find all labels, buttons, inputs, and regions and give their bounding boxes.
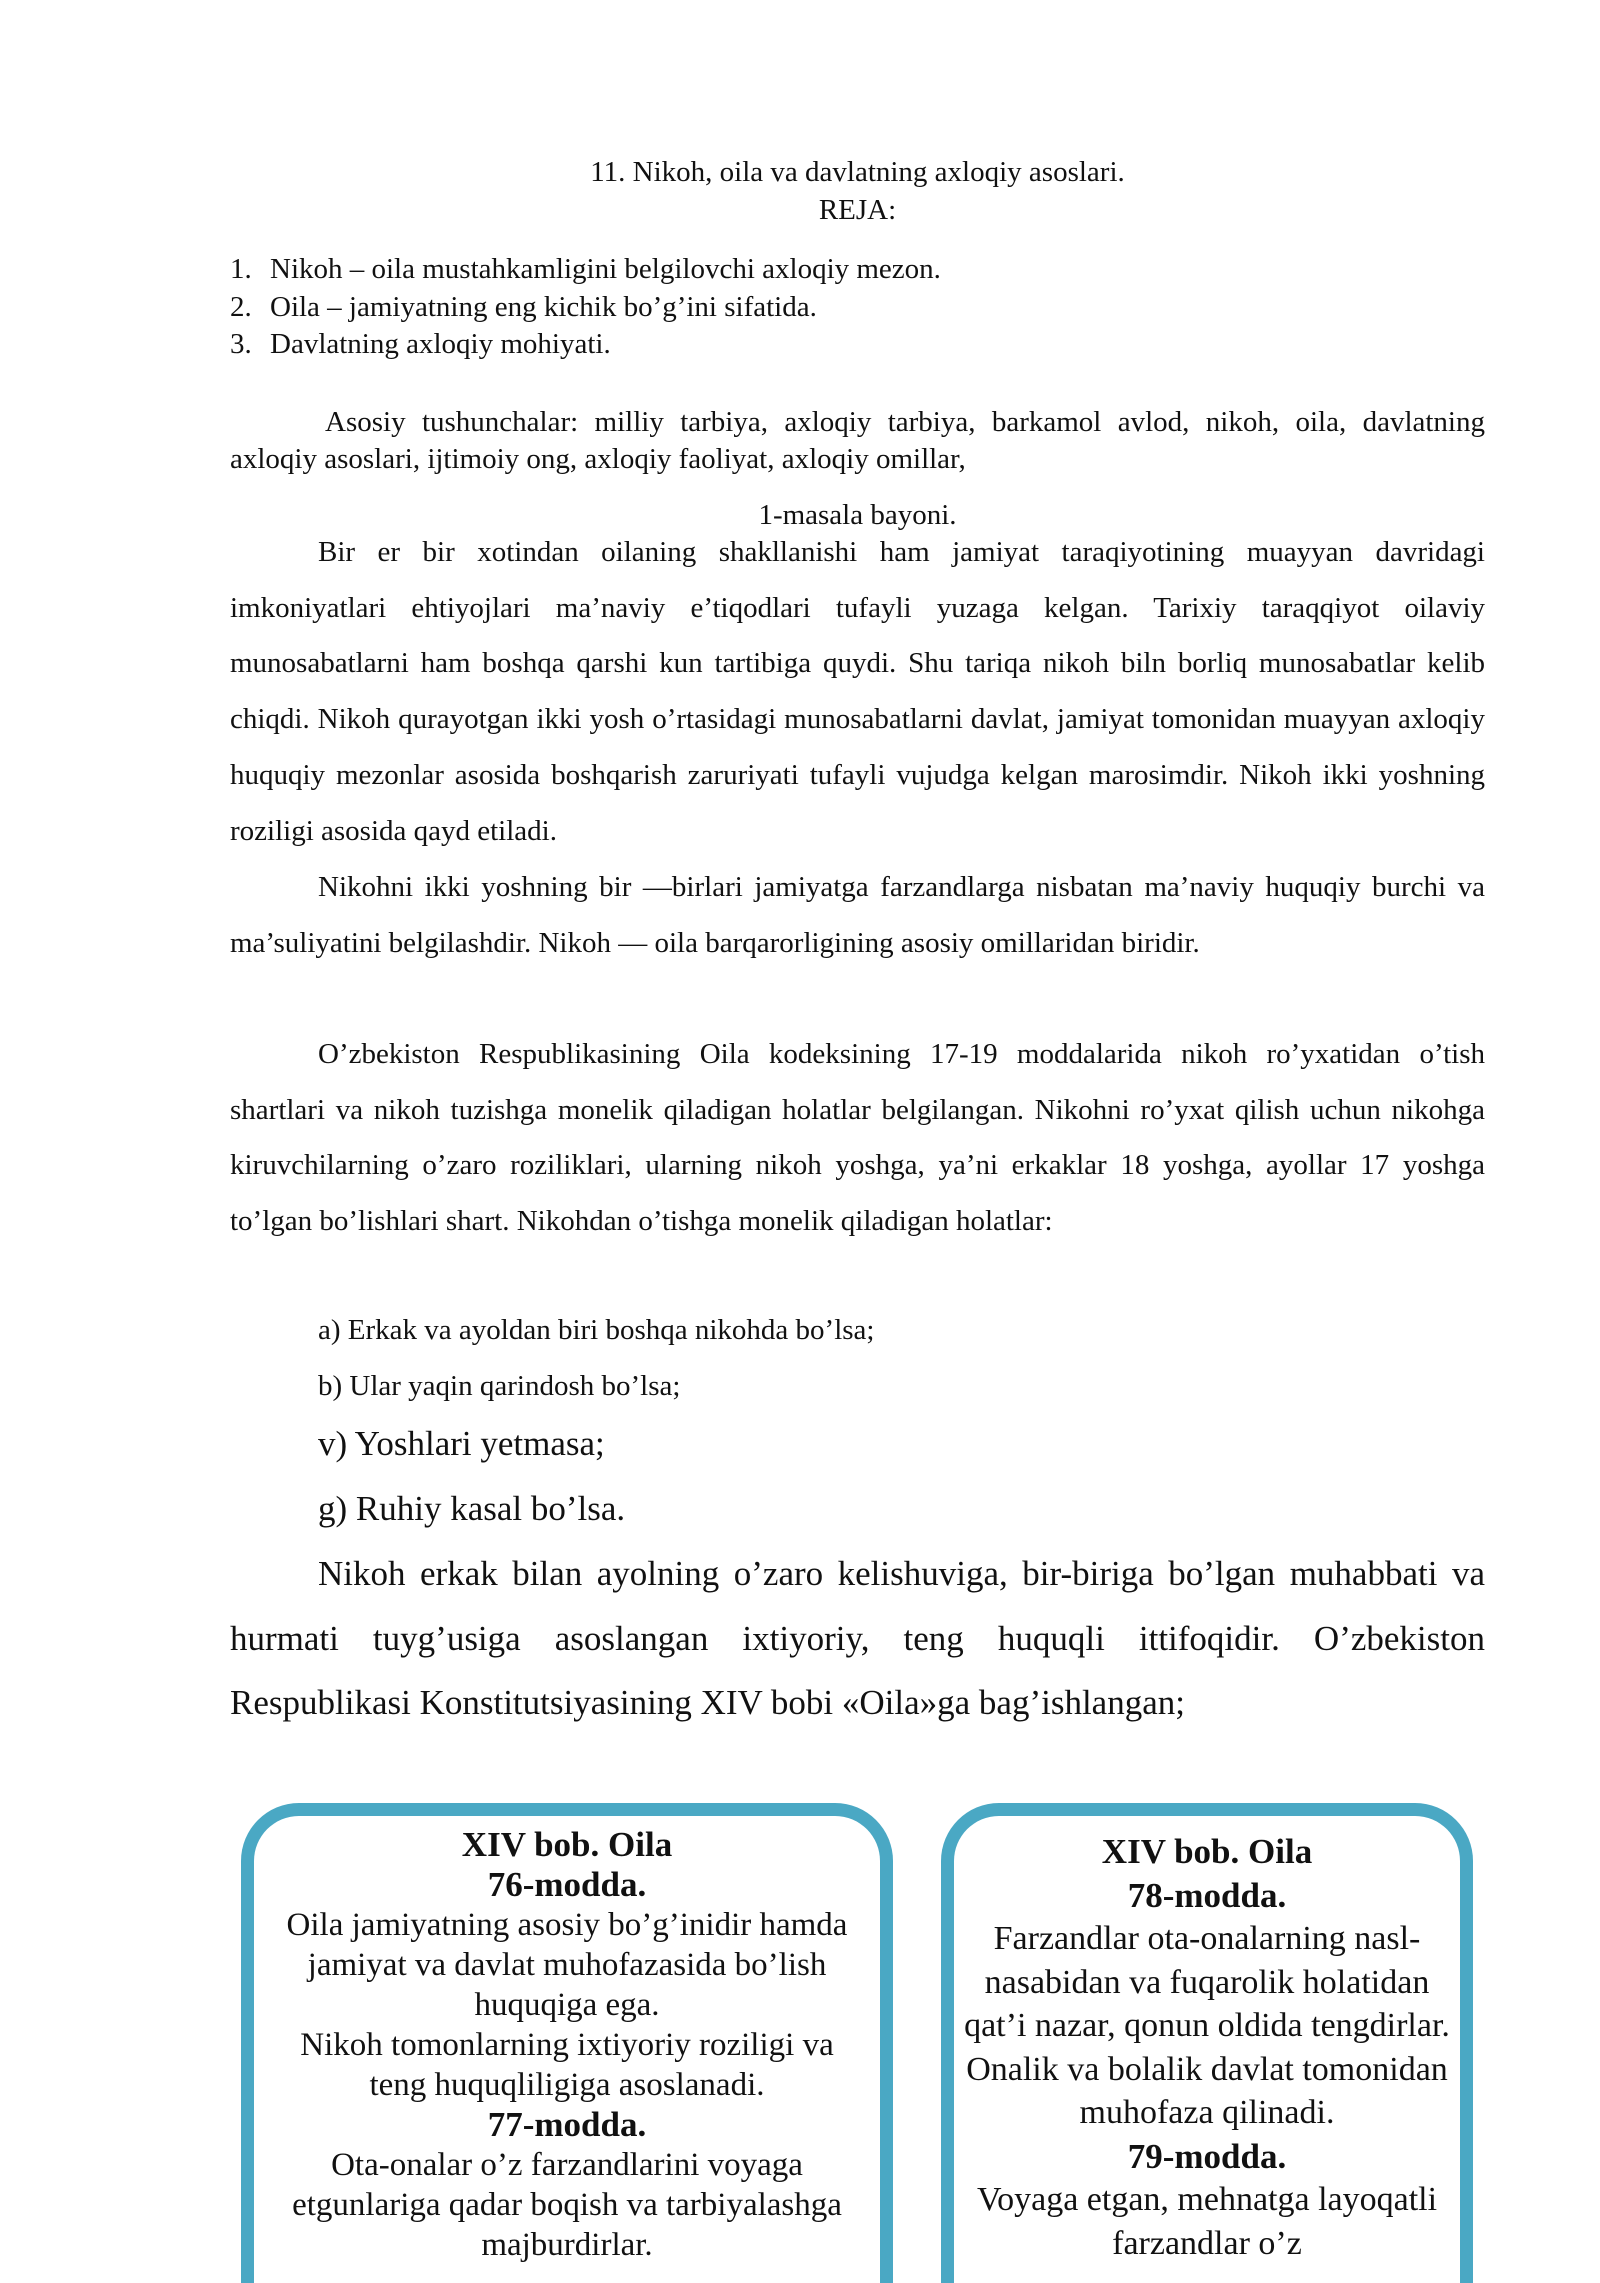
condition-item: b) Ular yaqin qarindosh bo’lsa; bbox=[318, 1370, 681, 1402]
article-title: 78-modda. bbox=[1127, 1875, 1287, 1915]
constitution-box-left bbox=[241, 1803, 893, 2283]
plan-item-text: Nikoh – oila mustahkamligini belgilovchi axloqiy mezon. bbox=[270, 253, 941, 285]
plan-item-number: 2. bbox=[230, 291, 252, 323]
article-text: Oila jamiyatning asosiy bo’g’inidir hamda jamiyat va davlat muhofazasida bo’lish huquqiga ega. bbox=[286, 1907, 848, 2023]
plan-label: REJA: bbox=[818, 194, 897, 226]
key-concepts: Asosiy tushunchalar: milliy tarbiya, axloqiy tarbiya, barkamol avlod, nikoh, oila, davlatning axloqiy asoslari, ijtimoiy ong, axloqiy faoliyat, axloqiy omillar, bbox=[230, 406, 1485, 475]
article-text: Ota-onalar o’z farzandlarini voyaga etgunlariga qadar boqish va tarbiyalashga majburdirlar. bbox=[292, 2147, 842, 2263]
plan-item bbox=[230, 288, 817, 326]
paragraph: O’zbekiston Respublikasining Oila kodeksining 17-19 moddalarida nikoh ro’yxatidan o’tish shartlari va nikoh tuzishga monelik qiladigan holatlar belgilangan. Nikohni ro’yxat qilish uchun nikohga kiruvchilarning o’zaro roziliklari, ularning nikoh yoshga, ya’ni erkaklar 18 yoshga, ayollar 17 yoshga to’lgan bo’lishlari shart. Nikohdan o’tishga monelik qiladigan holatlar: bbox=[230, 1038, 1485, 1238]
article-text: Voyaga etgan, mehnatga layoqatli farzandlar o’z bbox=[976, 2181, 1438, 2262]
section-title: 1-masala bayoni. bbox=[758, 499, 957, 531]
box-chapter-title: XIV bob. Oila bbox=[1101, 1832, 1313, 1871]
article-title: 76-modda. bbox=[487, 1865, 647, 1904]
paragraph: Bir er bir xotindan oilaning shakllanishi ham jamiyat taraqiyotining muayyan davridagi imkoniyatlari ehtiyojlari ma’naviy e’tiqodlari tufayli yuzaga kelgan. Tarixiy taraqqiyot oilaviy munosabatlarni ham boshqa qarshi kun tartibiga quydi. Shu tariqa nikoh biln borliq munosabatlar kelib chiqdi. Nikoh qurayotgan ikki yosh o’rtasidagi munosabatlarni davlat, jamiyat tomonidan muayyan axloqiy huquqiy mezonlar asosida boshqarish zaruriyati tufayli vujudga kelgan marosimdir. Nikoh ikki yoshning roziligi asosida qayd etiladi. bbox=[230, 536, 1485, 847]
article-title: 77-modda. bbox=[487, 2105, 647, 2144]
constitution-box-right bbox=[941, 1803, 1473, 2283]
condition-item: v) Yoshlari yetmasa; bbox=[318, 1424, 605, 1463]
plan-item-number: 3. bbox=[230, 328, 252, 360]
paragraph: Nikohni ikki yoshning bir —birlari jamiyatga farzandlarga nisbatan ma’naviy huquqiy burchi va ma’suliyatini belgilashdir. Nikoh — oila barqarorligining asosiy omillaridan biridir. bbox=[230, 871, 1485, 959]
article-text: Onalik va bolalik davlat tomonidan muhofaza qilinadi. bbox=[966, 2050, 1448, 2131]
article-text: Nikoh tomonlarning ixtiyoriy roziligi va teng huquqliligiga asoslanadi. bbox=[300, 2027, 834, 2103]
plan-item bbox=[230, 325, 611, 363]
plan-item bbox=[230, 250, 941, 288]
plan-item-number: 1. bbox=[230, 253, 252, 285]
condition-item: g) Ruhiy kasal bo’lsa. bbox=[318, 1489, 626, 1528]
article-text: Farzandlar ota-onalarning nasl-nasabidan va fuqarolik holatidan qat’i nazar, qonun oldida tengdirlar. bbox=[964, 1920, 1450, 2044]
box-chapter-title: XIV bob. Oila bbox=[461, 1825, 673, 1864]
plan-item-text: Davlatning axloqiy mohiyati. bbox=[270, 328, 611, 360]
article-title: 79-modda. bbox=[1127, 2136, 1287, 2176]
condition-item: a) Erkak va ayoldan biri boshqa nikohda bo’lsa; bbox=[318, 1314, 875, 1346]
closing-paragraph: Nikoh erkak bilan ayolning o’zaro kelishuviga, bir-biriga bo’lgan muhabbati va hurmati tuyg’usiga asoslangan ixtiyoriy, teng huquqli ittifoqidir. O’zbekiston Respublikasi Konstitutsiyasining XIV bobi «Oila»ga bag’ishlangan; bbox=[230, 1554, 1485, 1722]
document-title: 11. Nikoh, oila va davlatning axloqiy asoslari. bbox=[590, 156, 1125, 188]
plan-item-text: Oila – jamiyatning eng kichik bo’g’ini sifatida. bbox=[270, 291, 817, 323]
